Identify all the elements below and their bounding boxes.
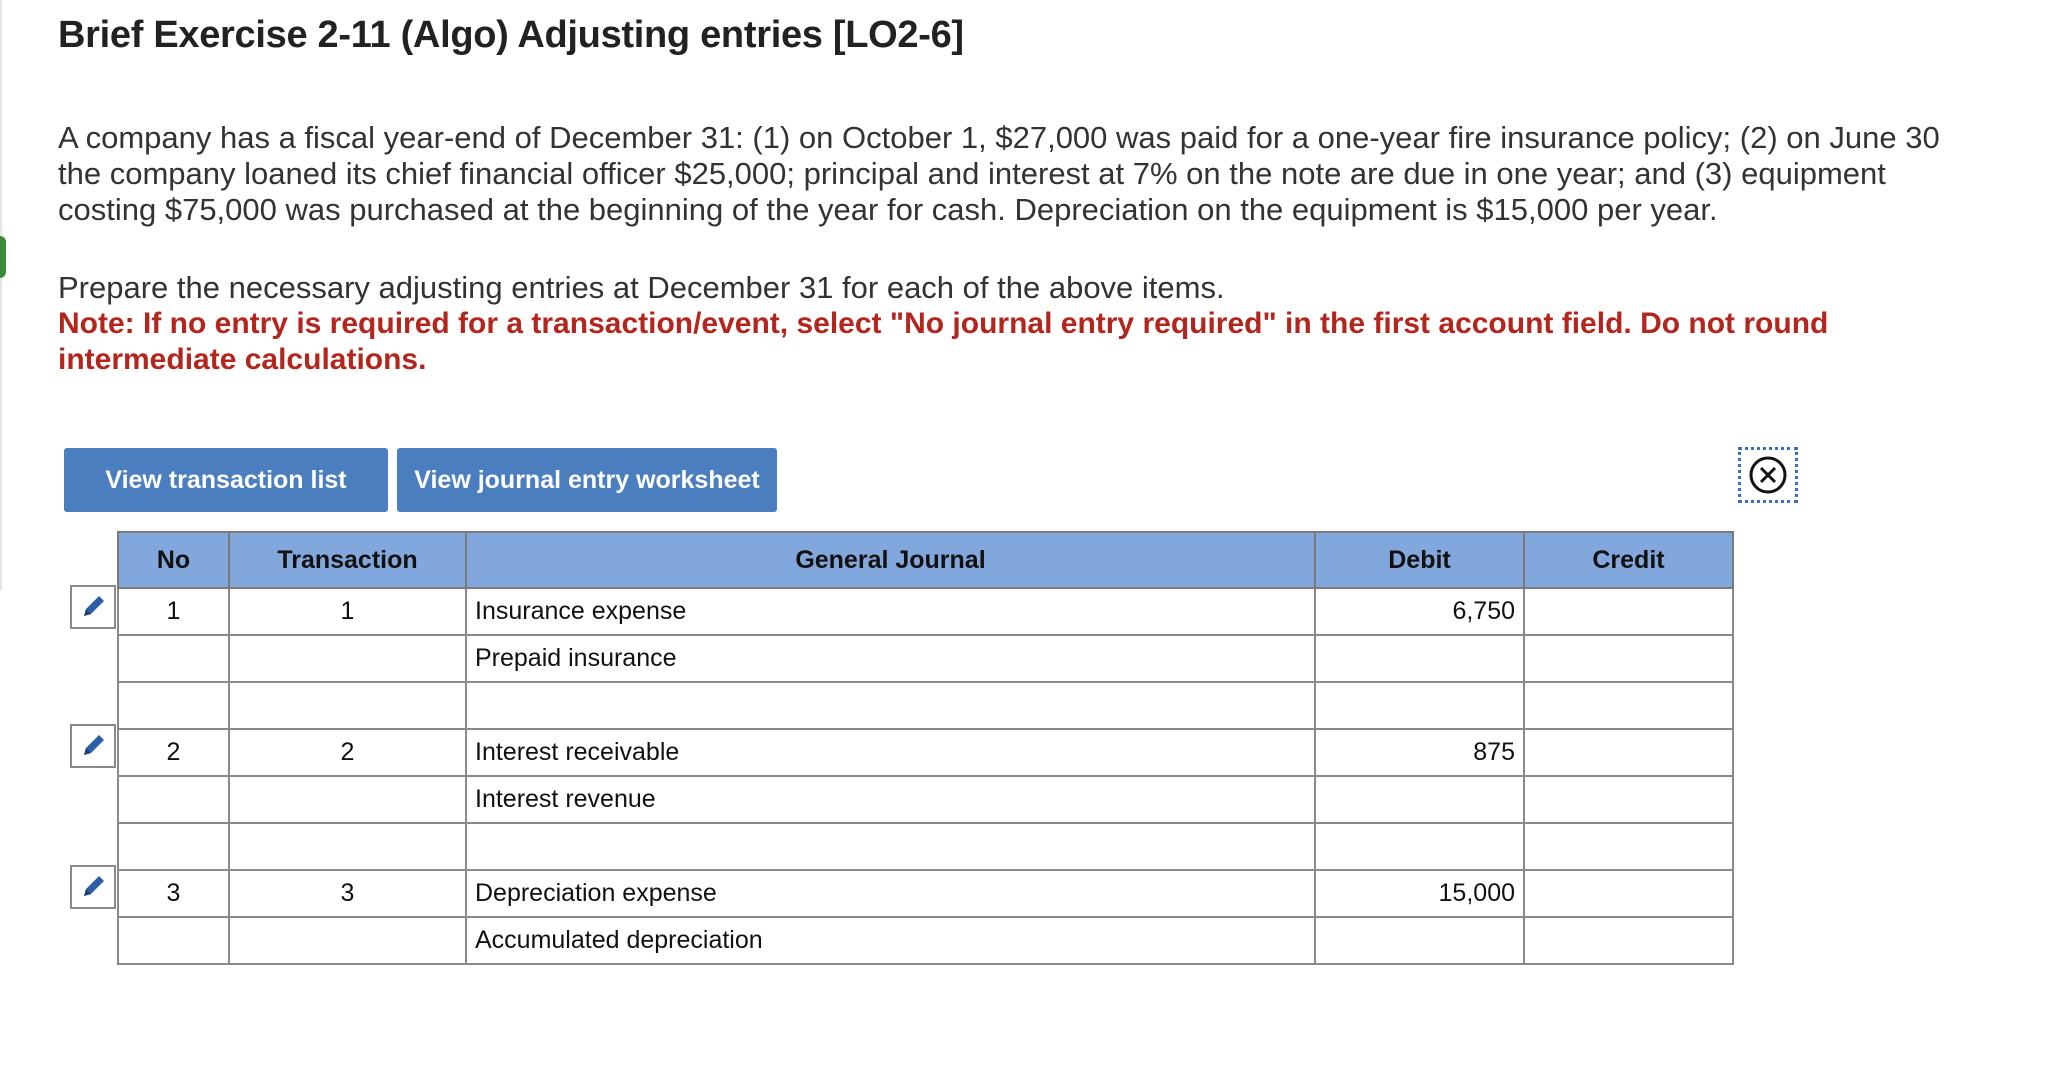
table-row: [118, 729, 1733, 776]
row-account: Depreciation expense: [466, 870, 1315, 917]
close-circle-icon: [1747, 454, 1789, 496]
row-credit: [1524, 917, 1733, 964]
row-account: [466, 682, 1315, 729]
row-no: 1: [118, 588, 229, 635]
row-account: Interest revenue: [466, 776, 1315, 823]
column-header-no: No: [118, 532, 229, 588]
table-row: [118, 917, 1733, 964]
row-debit: [1315, 776, 1524, 823]
row-debit: [1315, 823, 1524, 870]
row-transaction: [229, 635, 466, 682]
left-border: [0, 0, 2, 590]
row-debit: [1315, 635, 1524, 682]
table-row: [118, 870, 1733, 917]
table-header-row: [118, 532, 1733, 588]
note-text: Note: If no entry is required for a transaction/event, select "No journal entry required" in the first account field. Do not round intermediate calculations.: [58, 307, 1829, 376]
row-transaction: [229, 823, 466, 870]
row-account: Prepaid insurance: [466, 635, 1315, 682]
row-transaction: [229, 682, 466, 729]
row-debit: 6,750: [1315, 588, 1524, 635]
column-header-transaction: Transaction: [229, 532, 466, 588]
table-row: [118, 823, 1733, 870]
row-transaction: 2: [229, 729, 466, 776]
row-credit: [1524, 729, 1733, 776]
row-transaction: 3: [229, 870, 466, 917]
row-transaction: [229, 776, 466, 823]
row-credit: [1524, 588, 1733, 635]
edit-entry-1-button[interactable]: [70, 585, 116, 629]
row-debit: [1315, 682, 1524, 729]
pencil-icon: [78, 592, 108, 622]
row-transaction: 1: [229, 588, 466, 635]
table-row: [118, 588, 1733, 635]
row-no: [118, 917, 229, 964]
close-button[interactable]: [1738, 447, 1798, 503]
instruction-text: Prepare the necessary adjusting entries at December 31 for each of the above items.: [58, 270, 1225, 305]
row-account: Interest receivable: [466, 729, 1315, 776]
row-transaction: [229, 917, 466, 964]
edit-entry-3-button[interactable]: [70, 865, 116, 909]
view-transaction-list-button[interactable]: View transaction list: [64, 448, 388, 512]
row-no: 2: [118, 729, 229, 776]
problem-statement: A company has a fiscal year-end of December 31: (1) on October 1, $27,000 was paid for a one-year fire insurance policy; (2) on June 30 the company loaned its chief financial officer $25,000; principal and interest at 7% on the note are due in one year; and (3) equipment costing $75,000 was purchased at the beginning of the year for cash. Depreciation on the equipment is $15,000 per year.: [58, 120, 1940, 227]
row-debit: 15,000: [1315, 870, 1524, 917]
row-credit: [1524, 870, 1733, 917]
row-no: [118, 776, 229, 823]
pencil-icon: [78, 872, 108, 902]
row-credit: [1524, 776, 1733, 823]
pencil-icon: [78, 731, 108, 761]
row-no: [118, 823, 229, 870]
page-title: Brief Exercise 2-11 (Algo) Adjusting entries [LO2-6]: [58, 14, 964, 56]
row-account: Accumulated depreciation: [466, 917, 1315, 964]
column-header-credit: Credit: [1524, 532, 1733, 588]
row-debit: 875: [1315, 729, 1524, 776]
progress-marker: [0, 236, 6, 278]
row-credit: [1524, 682, 1733, 729]
table-row: [118, 635, 1733, 682]
view-journal-entry-worksheet-button[interactable]: View journal entry worksheet: [397, 448, 777, 512]
row-credit: [1524, 823, 1733, 870]
table-row: [118, 776, 1733, 823]
column-header-general-journal: General Journal: [466, 532, 1315, 588]
row-account: [466, 823, 1315, 870]
column-header-debit: Debit: [1315, 532, 1524, 588]
table-row: [118, 682, 1733, 729]
row-no: [118, 635, 229, 682]
general-journal-table: [117, 531, 1734, 965]
row-debit: [1315, 917, 1524, 964]
row-no: [118, 682, 229, 729]
row-credit: [1524, 635, 1733, 682]
edit-entry-2-button[interactable]: [70, 724, 116, 768]
row-no: 3: [118, 870, 229, 917]
row-account: Insurance expense: [466, 588, 1315, 635]
